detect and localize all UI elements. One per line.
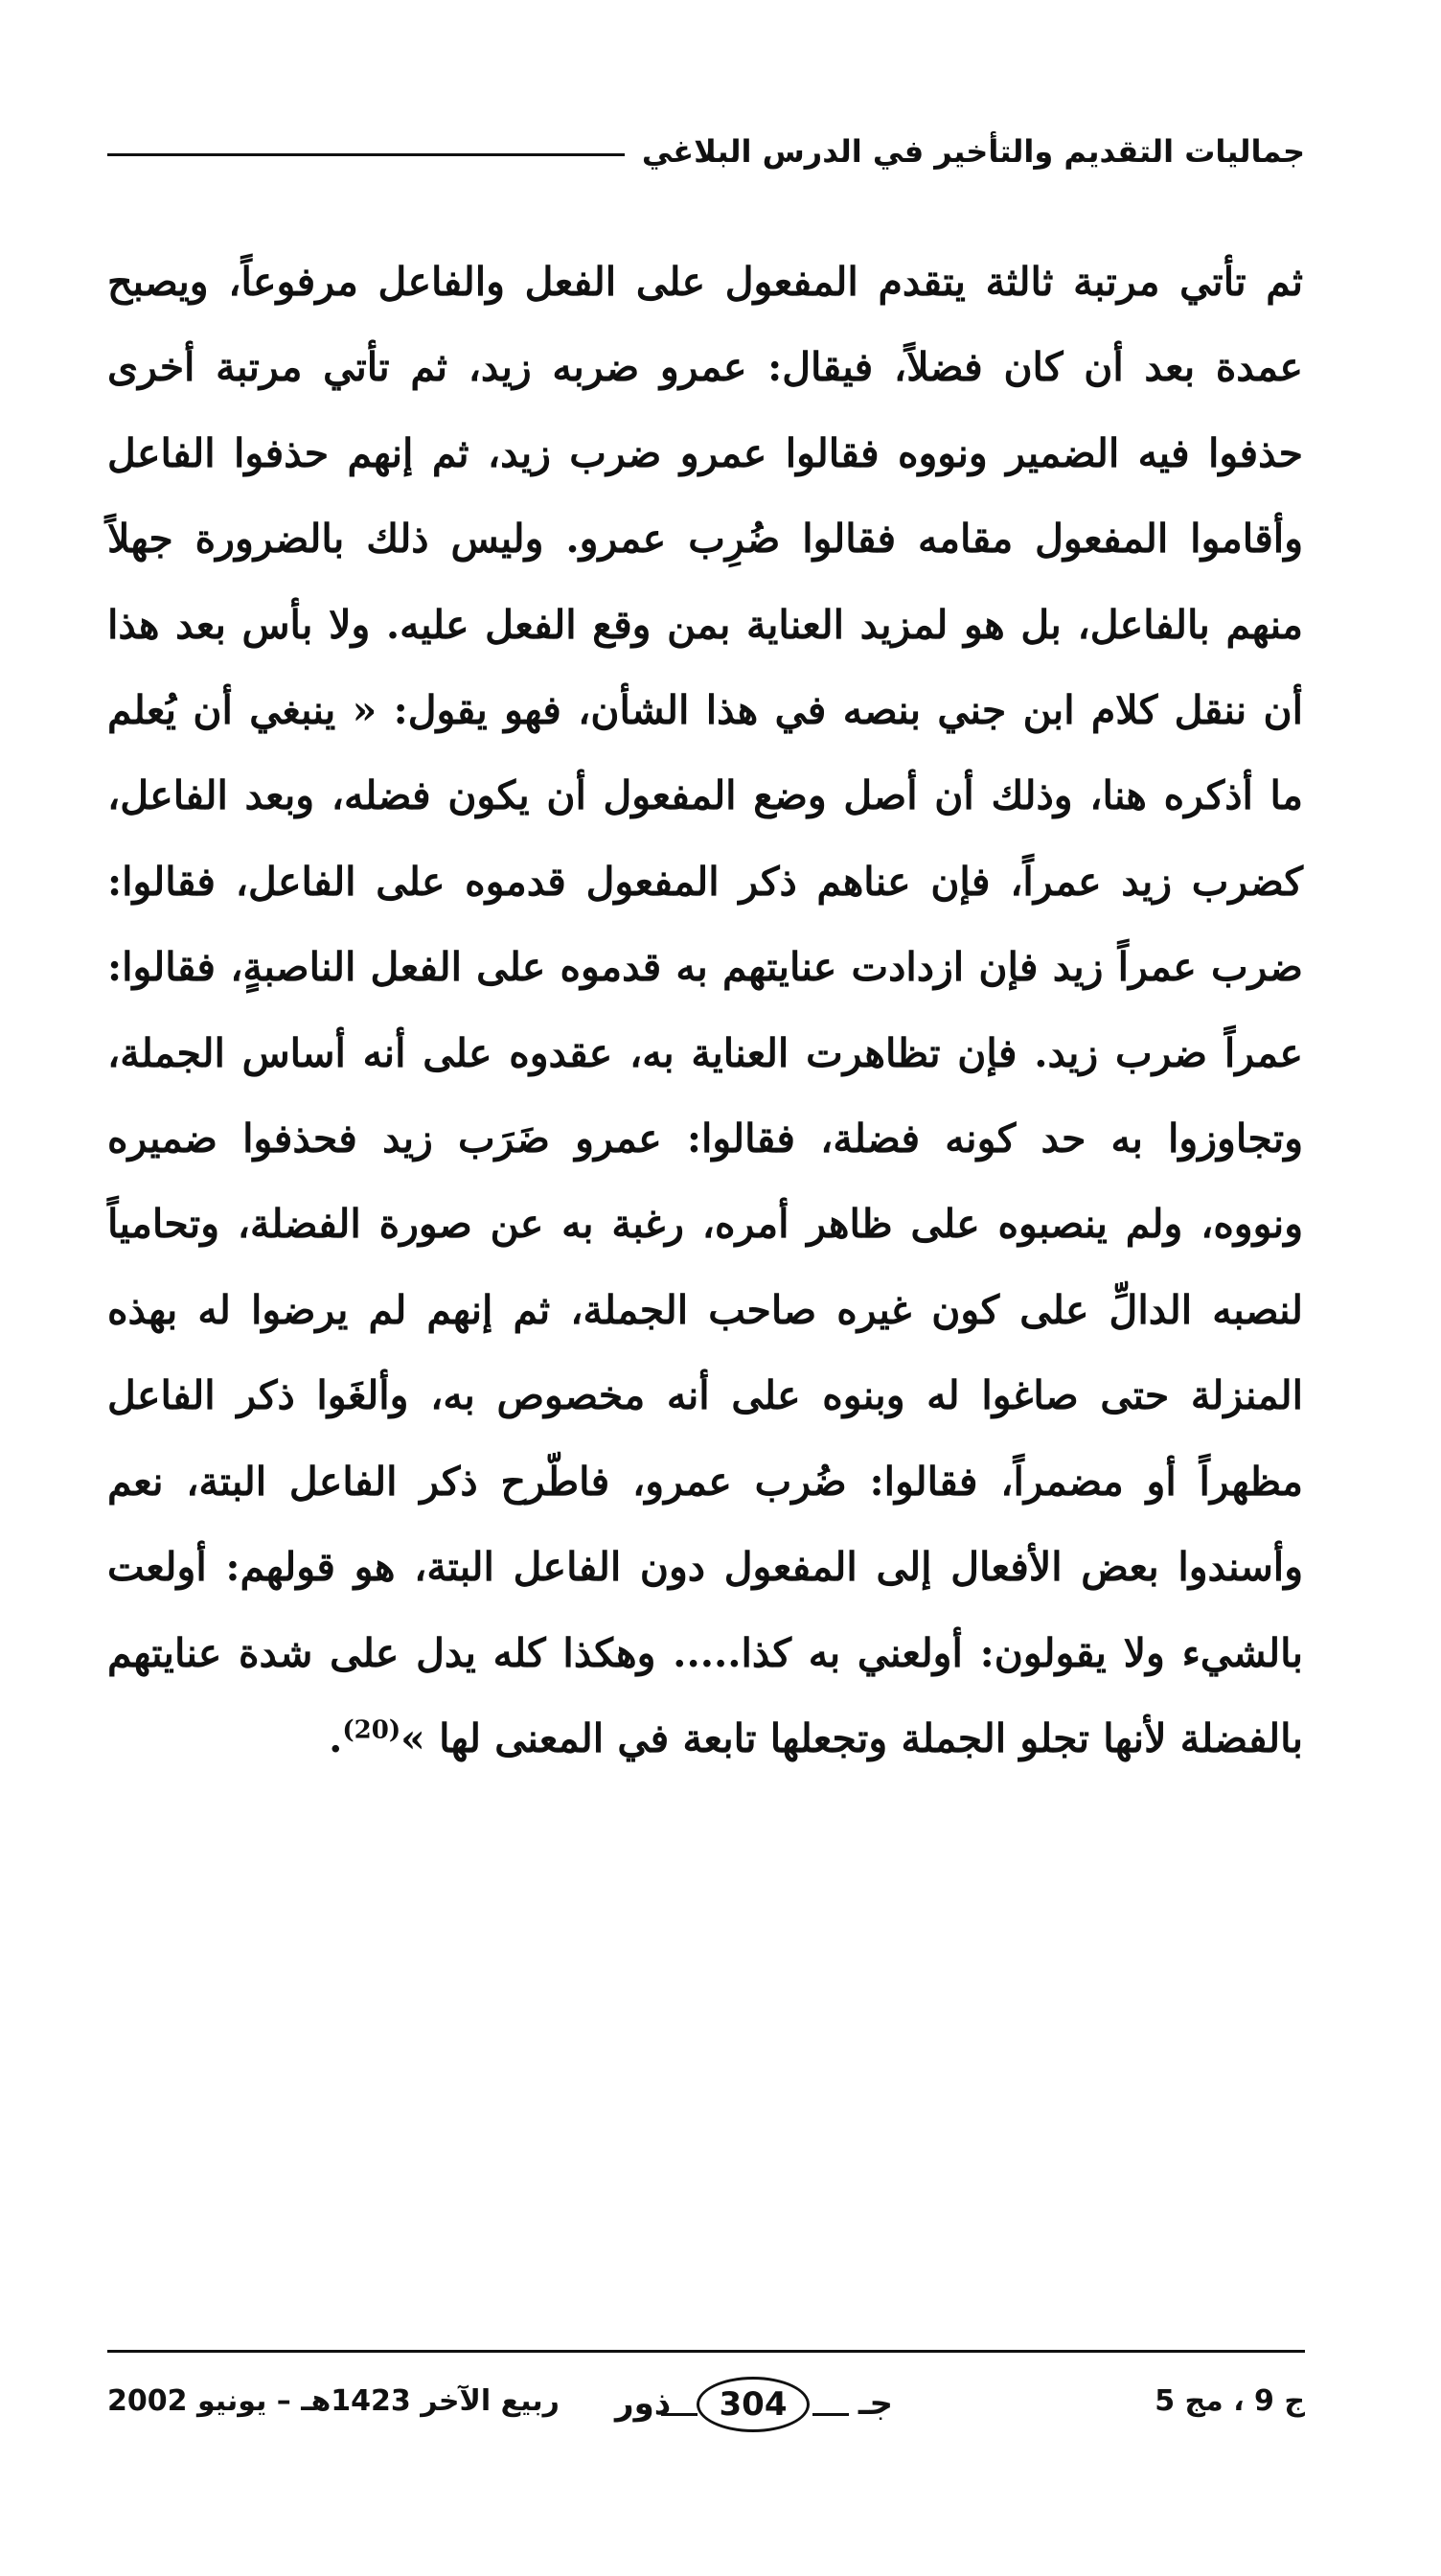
page-footer [107,2367,1305,2444]
journal-name-right: جـ [858,2384,893,2423]
footnote-reference: (20) [342,1715,401,1745]
footer-rule [107,2350,1305,2353]
body-paragraph [107,240,1303,1782]
end-punctuation: . [329,1714,343,1761]
header-rule [107,153,625,156]
running-title: جماليات التقديم والتأخير في الدرس البلاغي [641,133,1305,170]
journal-tail-right [812,2413,849,2416]
journal-tail-left [661,2413,698,2416]
journal-name-left: ذور [615,2384,672,2423]
page-number: 304 [697,2377,810,2432]
journal-mark [615,2371,893,2438]
issue-date: ربيع الآخر 1423هـ – يونيو 2002 [107,2384,560,2418]
volume-info: ج 9 ، مج 5 [1155,2384,1305,2418]
body-text: ثم تأتي مرتبة ثالثة يتقدم المفعول على الفعل والفاعل مرفوعاً، ويصبح عمدة بعد أن كان فضلاً، فيقال: عمرو ضربه زيد، ثم تأتي مرتبة أخرى حذفوا فيه الضمير ونووه فقالوا عمرو ضرب زيد، ثم إنهم حذفوا الفاعل وأقاموا المفعول مقامه فقالوا ضُرِب عمرو. وليس ذلك بالضرورة جهلاً منهم بالفاعل، بل هو لمزيد العناية بمن وقع الفعل عليه. ولا بأس بعد هذا أن ننقل كلام ابن جني بنصه في هذا الشأن، فهو يقول: « ينبغي أن يُعلم ما أذكره هنا، وذلك أن أصل وضع المفعول أن يكون فضله، وبعد الفاعل، كضرب زيد عمراً، فإن عناهم ذكر المفعول قدموه على الفاعل، فقالوا: ضرب عمراً زيد فإن ازدادت عنايتهم به قدموه على الفعل الناصبةٍ، فقالوا: عمراً ضرب زيد. فإن تظاهرت العناية به، عقدوه على أنه أساس الجملة، وتجاوزوا به حد كونه فضلة، فقالوا: عمرو ضَرَب زيد فحذفوا ضميره ونووه، ولم ينصبوه على ظاهر أمره، رغبة به عن صورة الفضلة، وتحامياً لنصبه الدالِّ على كون غيره صاحب الجملة، ثم إنهم لم يرضوا له بهذه المنزلة حتى صاغوا له وبنوه على أنه مخصوص به، وألغَوا ذكر الفاعل مظهراً أو مضمراً، فقالوا: ضُرب عمرو، فاطّرح ذكر الفاعل البتة، نعم وأسندوا بعض الأفعال إلى المفعول دون الفاعل البتة، هو قولهم: أولعت بالشيء ولا يقولون: أولعني به كذا..... وهكذا كله يدل على شدة عنايتهم بالفضلة لأنها تجلو الجملة وتجعلها تابعة في المعنى لها » [107,259,1303,1761]
running-header [107,123,1305,180]
